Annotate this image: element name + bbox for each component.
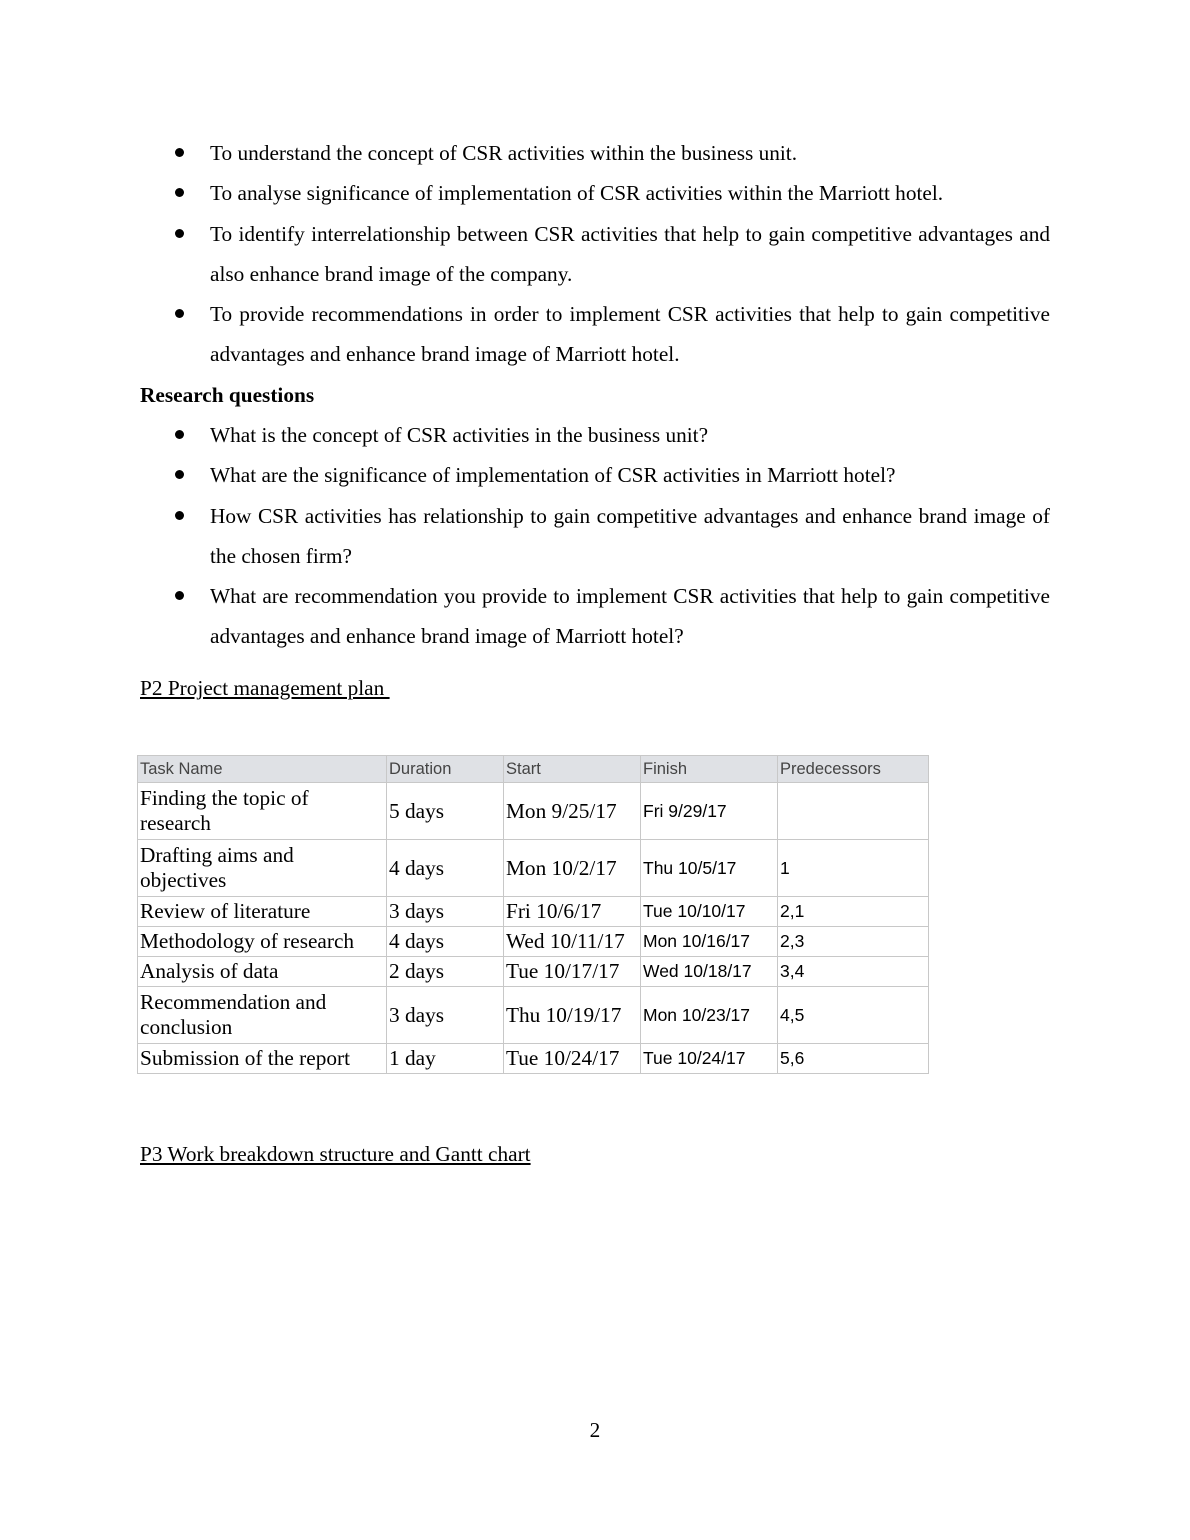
start-cell: Tue 10/24/17 — [504, 1044, 641, 1074]
duration-cell: 1 day — [387, 1044, 504, 1074]
list-item: To provide recommendations in order to implement CSR activities that help to gain competitive advantages and enhance brand image of Marriott hotel. — [140, 294, 1050, 375]
predecessors-cell: 3,4 — [778, 957, 929, 987]
finish-cell: Tue 10/24/17 — [641, 1044, 778, 1074]
start-cell: Thu 10/19/17 — [504, 987, 641, 1044]
table-row — [138, 897, 929, 927]
column-header-duration: Duration — [387, 756, 504, 783]
bullet-icon — [175, 470, 184, 479]
finish-cell: Thu 10/5/17 — [641, 840, 778, 897]
list-item: What is the concept of CSR activities in the business unit? — [140, 415, 1050, 455]
predecessors-cell: 2,1 — [778, 897, 929, 927]
bullet-icon — [175, 229, 184, 238]
list-item: What are the significance of implementation of CSR activities in Marriott hotel? — [140, 455, 1050, 495]
list-item: How CSR activities has relationship to gain competitive advantages and enhance brand image of the chosen firm? — [140, 496, 1050, 577]
bullet-icon — [175, 430, 184, 439]
column-header-start: Start — [504, 756, 641, 783]
table-row — [138, 1044, 929, 1074]
predecessors-cell: 5,6 — [778, 1044, 929, 1074]
start-cell: Wed 10/11/17 — [504, 927, 641, 957]
predecessors-cell — [778, 783, 929, 840]
column-header-finish: Finish — [641, 756, 778, 783]
finish-cell: Wed 10/18/17 — [641, 957, 778, 987]
duration-cell: 4 days — [387, 927, 504, 957]
column-header-task-name: Task Name — [138, 756, 387, 783]
bullet-icon — [175, 309, 184, 318]
table-row — [138, 957, 929, 987]
bullet-icon — [175, 188, 184, 197]
task-name-cell: Finding the topic of research — [138, 783, 387, 840]
duration-cell: 5 days — [387, 783, 504, 840]
predecessors-cell: 1 — [778, 840, 929, 897]
objectives-list — [140, 133, 1050, 375]
predecessors-cell: 4,5 — [778, 987, 929, 1044]
task-name-cell: Recommendation and conclusion — [138, 987, 387, 1044]
start-cell: Fri 10/6/17 — [504, 897, 641, 927]
task-name-cell: Methodology of research — [138, 927, 387, 957]
task-name-cell: Submission of the report — [138, 1044, 387, 1074]
research-questions-list — [140, 415, 1050, 657]
finish-cell: Mon 10/23/17 — [641, 987, 778, 1044]
p2-heading: P2 Project management plan — [140, 676, 390, 700]
predecessors-cell: 2,3 — [778, 927, 929, 957]
project-plan-table — [137, 755, 929, 1074]
p3-heading: P3 Work breakdown structure and Gantt chart — [140, 1142, 531, 1166]
task-name-cell: Review of literature — [138, 897, 387, 927]
duration-cell: 4 days — [387, 840, 504, 897]
task-name-cell: Drafting aims and objectives — [138, 840, 387, 897]
list-item: To identify interrelationship between CSR activities that help to gain competitive advantages and also enhance brand image of the company. — [140, 214, 1050, 295]
list-item: What are recommendation you provide to implement CSR activities that help to gain competitive advantages and enhance brand image of Marriott hotel? — [140, 576, 1050, 657]
page-number: 2 — [589, 1418, 601, 1442]
finish-cell: Fri 9/29/17 — [641, 783, 778, 840]
duration-cell: 3 days — [387, 897, 504, 927]
table-row — [138, 987, 929, 1044]
research-questions-heading: Research questions — [140, 383, 315, 407]
column-header-predecessors: Predecessors — [778, 756, 929, 783]
finish-cell: Mon 10/16/17 — [641, 927, 778, 957]
duration-cell: 2 days — [387, 957, 504, 987]
table-row — [138, 783, 929, 840]
bullet-icon — [175, 148, 184, 157]
bullet-icon — [175, 511, 184, 520]
start-cell: Mon 9/25/17 — [504, 783, 641, 840]
start-cell: Mon 10/2/17 — [504, 840, 641, 897]
table-row — [138, 840, 929, 897]
table-row — [138, 927, 929, 957]
duration-cell: 3 days — [387, 987, 504, 1044]
task-name-cell: Analysis of data — [138, 957, 387, 987]
start-cell: Tue 10/17/17 — [504, 957, 641, 987]
finish-cell: Tue 10/10/17 — [641, 897, 778, 927]
list-item: To analyse significance of implementation of CSR activities within the Marriott hotel. — [140, 173, 1050, 213]
list-item: To understand the concept of CSR activities within the business unit. — [140, 133, 1050, 173]
table-header-row — [138, 756, 929, 783]
bullet-icon — [175, 591, 184, 600]
